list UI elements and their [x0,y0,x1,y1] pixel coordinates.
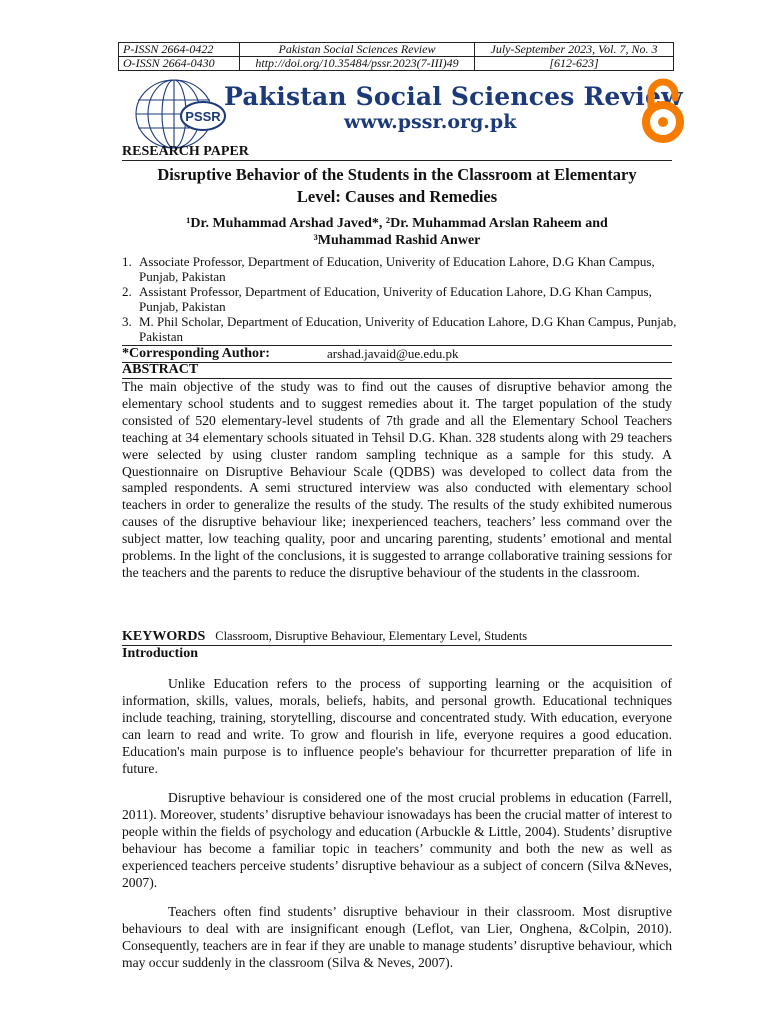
journal-name: Pakistan Social Sciences Review [240,43,475,57]
affiliation-text: Associate Professor, Department of Education, Univerity of Education Lahore, D.G Khan Campus, Punjab, Pakistan [139,254,655,284]
o-issn: O-ISSN 2664-0430 [119,57,240,71]
journal-url[interactable]: www.pssr.org.pk [344,111,517,133]
body-paragraph: Unlike Education refers to the process of supporting learning or the acquisition of information, skills, values, morals, beliefs, habits, and personal growth. Educational techniques include teaching, training, storytelling, discourse and concentrated study. With education, everyone can learn to read and write. To grow and flourish in life, everyone requires a good education. Education's main purpose is to influence people's behaviour for thcurretter preparation of life in future. [122,676,672,776]
corresponding-author-label: *Corresponding Author: [122,346,270,361]
journal-banner-title: Pakistan Social Sciences Review [224,82,683,111]
body-paragraph: Teachers often find students’ disruptive behaviour in their classroom. Most disruptive behaviours to deal with are insignificant enough (Leflot, van Lier, Onghena, &Colpin, 2010). Consequently, teachers are in fear if they are unable to manage students’ disruptive behaviour, which may occur suddenly in the classroom (Silva & Neves, 2007). [122,904,672,970]
globe-icon [134,76,228,150]
issue-info: July-September 2023, Vol. 7, No. 3 [475,43,674,57]
paper-title [122,164,672,208]
authors [122,215,672,249]
affiliation-item [122,284,678,314]
divider [122,362,672,363]
corresponding-author-email[interactable]: arshad.javaid@ue.edu.pk [327,346,459,361]
affiliation-number: 3. [122,314,132,329]
keywords-heading: KEYWORDS [122,629,206,644]
keywords-row [122,627,527,645]
title-line-1: Disruptive Behavior of the Students in the Classroom at Elementary [157,165,637,184]
title-line-2: Level: Causes and Remedies [296,187,498,206]
affiliation-number: 2. [122,284,132,299]
p-issn: P-ISSN 2664-0422 [119,43,240,57]
paper-type: RESEARCH PAPER [122,144,249,159]
divider [122,160,672,161]
abstract-heading: ABSTRACT [122,362,199,377]
affiliations-list [122,254,678,344]
affiliation-text: M. Phil Scholar, Department of Education, Univerity of Education Lahore, D.G Khan Campus, Punjab, Pakistan [139,314,677,344]
affiliation-item [122,314,678,344]
affiliation-text: Assistant Professor, Department of Education, Univerity of Education Lahore, D.G Khan Campus, Punjab, Pakistan [139,284,652,314]
keywords-list: Classroom, Disruptive Behaviour, Elementary Level, Students [215,629,528,643]
page-range: [612-623] [475,57,674,71]
open-access-icon [638,76,688,144]
affiliation-number: 1. [122,254,132,269]
introduction-heading: Introduction [122,646,198,661]
abstract-text: The main objective of the study was to find out the causes of disruptive behavior among the elementary school students and to suggest remedies about it. The target population of the study consisted of 520 elementary-level students of 7th grade and all the Elementary School Teachers teaching at 34 elementary schools situated in Tehsil D.G. Khan. 328 students along with 29 teachers were selected by using cluster random sampling technique as a sample for this study. A Questionnaire on Disruptive Behaviour Scale (QDBS) was developed to collect data from the sampled respondents. A semi structured interview was also conducted with elementary school teachers in order to generalize the results of the study. The results of the study exhibited numerous causes of the disruptive behaviour like; inexperienced teachers, teachers’ less command over the subject matter, low teaching quality, poor and uncaring parenting, students’ emotional and mental problems. In the light of the conclusions, it is suggested to arrange collaborative training sessions for the teachers and the parents to reduce the disruptive behaviour of the students in the classroom. [122,379,672,580]
authors-line-2: ³Muhammad Rashid Anwer [313,233,481,248]
authors-line-1: ¹Dr. Muhammad Arshad Javed*, ²Dr. Muhammad Arslan Raheem and [186,216,608,231]
affiliation-item [122,254,678,284]
header-table [118,42,674,71]
divider [122,645,672,646]
logo-text: PSSR [185,109,221,124]
doi-link[interactable]: http://doi.org/10.35484/pssr.2023(7-III)49 [240,57,475,71]
body-paragraph: Disruptive behaviour is considered one of the most crucial problems in education (Farrell, 2011). Moreover, students’ disruptive behaviour isnowadays has been the crucial matter of interest to people within the fields of psychology and education (Arbuckle & Little, 2004). Students’ disruptive behaviour has become a familiar topic in teachers’ community and both the new as well as experienced teachers perceive students’ disruptive behaviour as a subject of concern (Silva &Neves, 2007). [122,790,672,890]
